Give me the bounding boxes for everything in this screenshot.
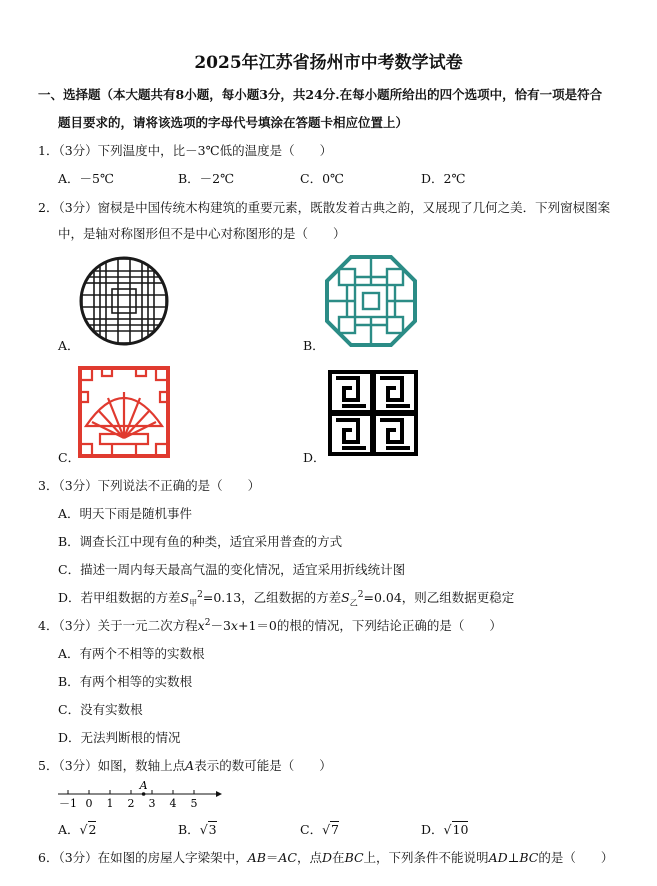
section-heading-line2: 题目要求的，请将该选项的字母代号填涂在答题卡相应位置上） [58, 115, 409, 130]
number-line-tick-label: 3 [148, 797, 156, 810]
q6-text-4: 上，下列条件不能说明 [363, 850, 489, 865]
q4-sup: 2 [204, 617, 211, 628]
q5-option-d: D．√10 [421, 822, 469, 837]
q4-text-1: 4．（3分）关于一元二次方程 [38, 618, 198, 633]
q1-option-a: A．－5℃ [58, 171, 114, 186]
q2-label-c: C． [58, 450, 81, 465]
number-line-point-a [142, 792, 146, 796]
q5-c-radicand: 7 [331, 822, 339, 837]
q1-stem: 1．（3分）下列温度中，比－3℃低的温度是（ ） [38, 143, 333, 158]
q2-stem-line1: 2．（3分）窗棂是中国传统木构建筑的重要元素，既散发着古典之韵，又展现了几何之美．下列窗棂图案 [38, 200, 611, 215]
q2-stem-line2: 中，是轴对称图形但不是中心对称图形的是（ ） [58, 226, 346, 241]
q5-b-label: B． [178, 822, 200, 837]
q6-eq: ＝ [265, 850, 279, 865]
q2-label-a: A． [58, 338, 80, 353]
q2-figure-a [78, 255, 170, 347]
q1-option-c: C．0℃ [300, 171, 345, 186]
q5-a-label: A． [58, 822, 80, 837]
q4-text-2: －3 [210, 618, 231, 633]
page-title: 2025年江苏省扬州市中考数学试卷 [194, 53, 463, 73]
number-line-tick-label: 2 [127, 797, 135, 810]
q5-d-radicand: 10 [452, 822, 469, 837]
q3-option-c: C．描述一周内每天最高气温的变化情况，适宜采用折线统计图 [58, 562, 406, 577]
q5-b-radicand: 3 [208, 822, 217, 837]
q6-var-ab: AB [247, 850, 266, 865]
q4-var-x2: x [230, 618, 238, 633]
q6-text-3: 在 [332, 850, 345, 865]
q6-stem [38, 848, 613, 866]
q3-d-sub-1: 甲 [189, 598, 198, 608]
section-heading-line1: 一、选择题（本大题共有8小题，每小题3分，共24分.在每小题所给出的四个选项中，恰有一项是符合 [38, 87, 603, 102]
q6-text-5: 的是（ ） [538, 850, 614, 865]
q2-figure-b [325, 255, 417, 347]
number-line-tick-label: －1 [59, 797, 77, 810]
q3-option-d [58, 588, 514, 609]
q6-var-ac: AC [278, 850, 297, 865]
q5-number-line [56, 780, 226, 812]
q3-d-text-1: D．若甲组数据的方差 [58, 590, 181, 605]
q4-option-b: B．有两个相等的实数根 [58, 674, 193, 689]
q5-c-label: C． [300, 822, 323, 837]
number-line-tick-label: 1 [106, 797, 114, 810]
q3-option-a: A．明天下雨是随机事件 [58, 506, 193, 521]
q5-option-c: C．√7 [300, 822, 339, 837]
q5-text-1: 5．（3分）如图，数轴上点 [38, 758, 186, 773]
q6-text-2: ，点 [297, 850, 323, 865]
q3-d-text-2: =0.13，乙组数据的方差 [202, 590, 342, 605]
q3-d-sup-1: 2 [197, 589, 203, 600]
q6-var-d: D [322, 850, 333, 865]
number-line-point-label: A [139, 780, 148, 792]
q3-d-sub-2: 乙 [349, 598, 358, 608]
q6-var-ad: AD [488, 850, 508, 865]
q5-var-a: A [185, 758, 195, 773]
q3-option-b: B．调查长江中现有鱼的种类，适宜采用普查的方式 [58, 534, 343, 549]
q3-d-text-3: =0.04，则乙组数据更稳定 [363, 590, 515, 605]
q1-option-d: D．2℃ [421, 171, 466, 186]
q2-label-d: D． [303, 450, 326, 465]
q4-var-x1: x [197, 618, 205, 633]
q2-figure-d [328, 370, 418, 456]
q5-stem [38, 756, 332, 774]
number-line-tick-label: 5 [190, 797, 198, 810]
q5-a-radicand: 2 [88, 822, 97, 837]
q4-option-a: A．有两个不相等的实数根 [58, 646, 205, 661]
q3-d-var-s2: S [341, 590, 350, 605]
number-line-tick-label: 0 [85, 797, 93, 810]
q3-d-sup-2: 2 [357, 589, 364, 600]
q5-option-a: A．√2 [58, 822, 97, 837]
q3-stem: 3．（3分）下列说法不正确的是（ ） [38, 478, 261, 493]
q5-d-label: D． [421, 822, 444, 837]
q6-perp: ⊥ [507, 850, 520, 865]
q6-var-bc1: BC [344, 850, 364, 865]
q4-text-3: +1＝0的根的情况，下列结论正确的是（ ） [237, 618, 502, 633]
q1-option-b: B．－2℃ [178, 171, 235, 186]
q4-option-d: D．无法判断根的情况 [58, 730, 181, 745]
q5-text-2: 表示的数可能是（ ） [194, 758, 332, 773]
q2-label-b: B． [303, 338, 325, 353]
q4-stem [38, 616, 502, 634]
q3-d-var-s1: S [180, 590, 190, 605]
q6-text-1: 6．（3分）在如图的房屋人字梁架中， [38, 850, 248, 865]
q6-var-bc2: BC [519, 850, 539, 865]
number-line-tick-label: 4 [169, 797, 177, 810]
q4-option-c: C．没有实数根 [58, 702, 143, 717]
q2-figure-c [78, 366, 170, 458]
q5-option-b: B．√3 [178, 822, 217, 837]
